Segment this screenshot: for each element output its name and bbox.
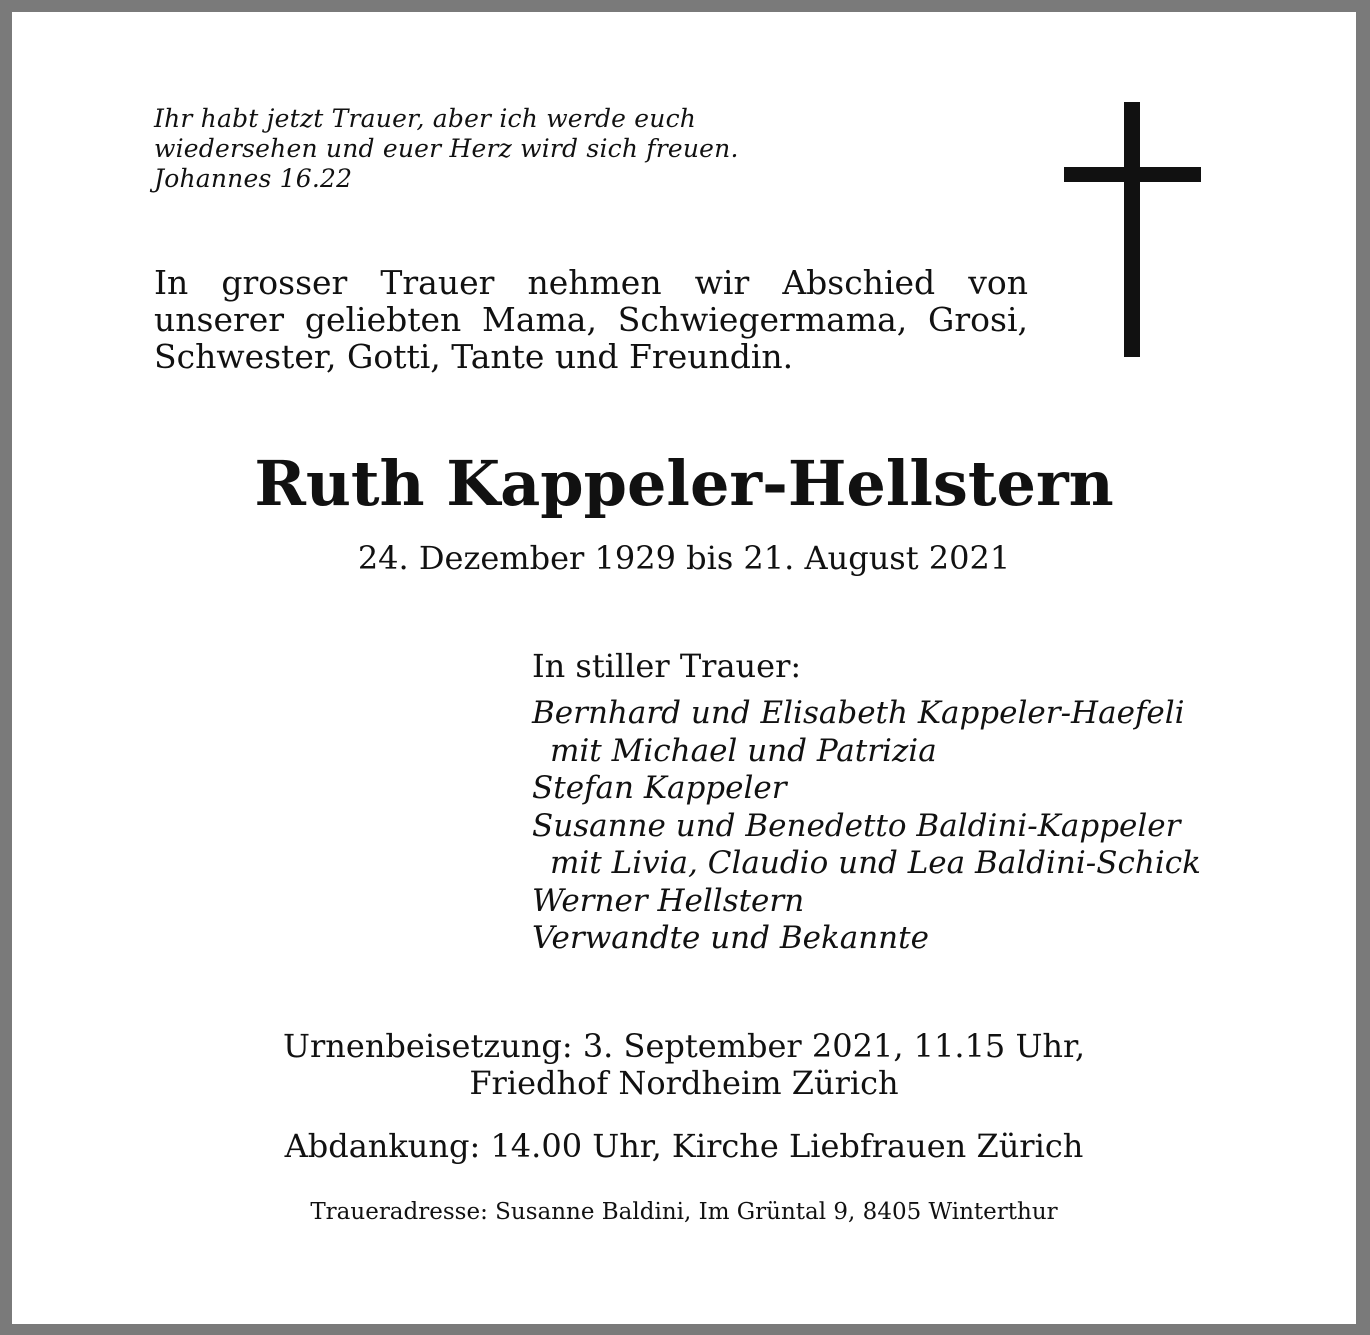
mourner-entry: Bernhard und Elisabeth Kappeler-Haefeli [532,695,1185,731]
mourning-label: In stiller Trauer: [532,647,802,685]
mourning-address: Traueradresse: Susanne Baldini, Im Grüntal 9, 8405 Winterthur [310,1199,1058,1225]
burial-date-time: Urnenbeisetzung: 3. September 2021, 11.15 Uhr, [283,1027,1085,1065]
mourners-list [532,695,1332,958]
mourner-entry: Werner Hellstern [532,882,805,919]
mourner-entry: mit Livia, Claudio und Lea Baldini-Schick [550,845,1201,881]
bible-verse [154,104,854,194]
mourner-entry: Susanne und Benedetto Baldini-Kappeler [532,807,1181,844]
mourner-entry: Stefan Kappeler [532,770,787,806]
cross-vertical-bar [1124,102,1140,357]
burial-location: Friedhof Nordheim Zürich [469,1064,899,1102]
verse-reference: Johannes 16.22 [154,164,353,193]
burial-info [12,1028,1356,1102]
verse-line-2: wiedersehen und euer Herz wird sich freuen. [154,134,739,163]
verse-line-1: Ihr habt jetzt Trauer, aber ich werde euch [154,104,697,133]
obituary-page [12,12,1356,1324]
deceased-name: Ruth Kappeler-Hellstern [254,447,1114,520]
life-dates: 24. Dezember 1929 bis 21. August 2021 [357,539,1011,577]
farewell-service: Abdankung: 14.00 Uhr, Kirche Liebfrauen Zürich [284,1127,1084,1165]
mourner-entry: mit Michael und Patrizia [550,732,937,769]
mourner-entry: Verwandte und Bekannte [532,920,929,956]
intro-text: In grosser Trauer nehmen wir Abschied von unserer geliebten Mama, Schwiegermama, Grosi, Schwester, Gotti, Tante und Freundin. [154,263,1028,376]
cross-horizontal-bar [1064,167,1201,182]
